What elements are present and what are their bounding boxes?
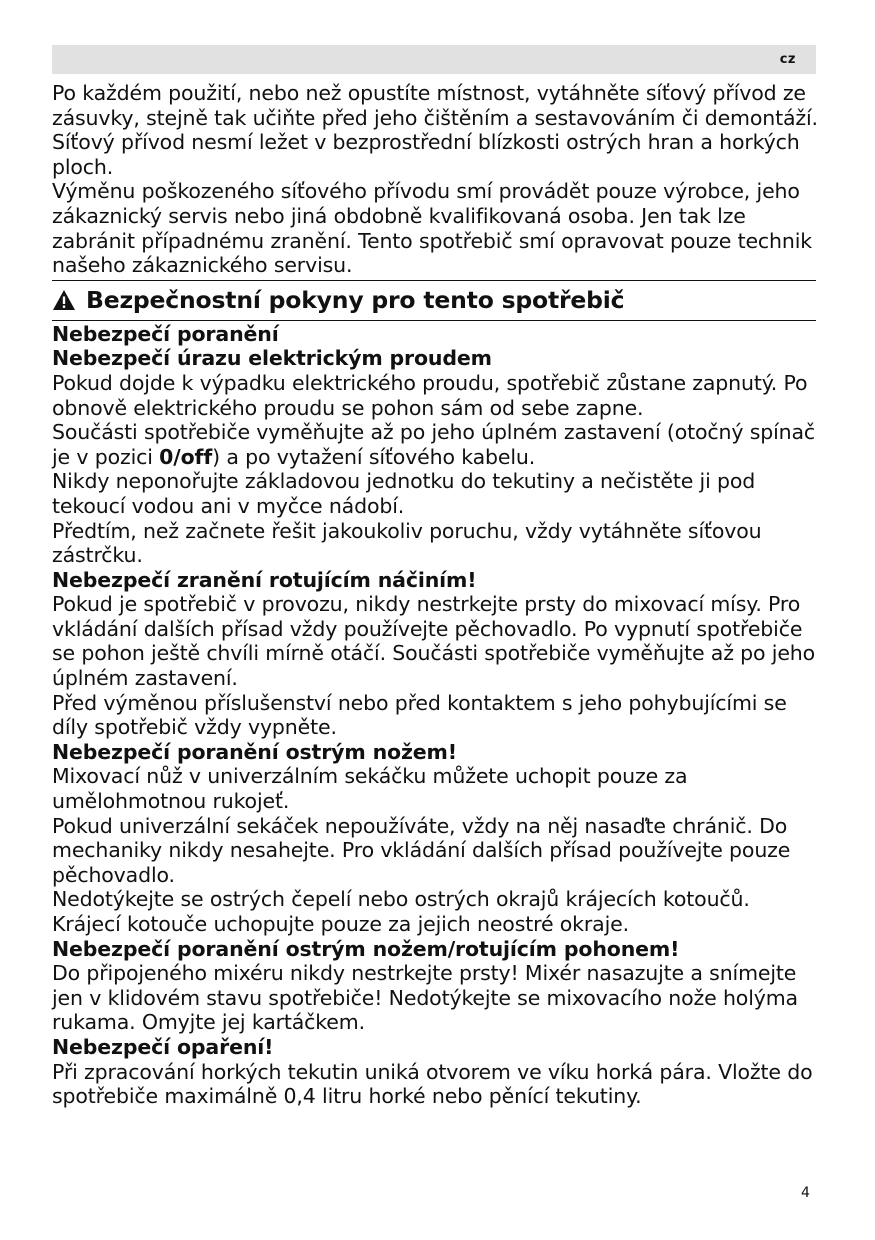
page-number: 4 [801, 1185, 810, 1201]
intro-block [52, 81, 827, 280]
electric-shock-heading: Nebezpečí úrazu elektrickým proudem [52, 346, 492, 371]
rotating-paragraph-fingers: Pokud je spotřebič v provozu, nikdy nestrkejte prsty do mixovací mísy. Pro vkládání dalších přísad vždy používejte pěchovadlo. Po vypnutí spotřebiče se pohon ještě chvíli mírně otáčí. Součásti spotřebiče vyměňujte až po jeho úplném zastavení. [52, 592, 816, 691]
knife-drive-heading: Nebezpečí poranění ostrým nožem/rotujícím pohonem! [52, 936, 680, 961]
knife-paragraph-discs: Krájecí kotouče uchopujte pouze za jejich neostré okraje. [52, 912, 629, 936]
rotating-tools-heading: Nebezpečí zranění rotujícím náčiním! [52, 567, 477, 592]
sharp-knife-heading: Nebezpečí poranění ostrým nožem! [52, 739, 457, 764]
electric-paragraph-power-failure: Pokud dojde k výpadku elektrického proudu, spotřebič zůstane zapnutý. Po obnově elektrického proudu se pohon sám od sebe zapne. [52, 370, 808, 420]
electric-p2-after: ) a po vytažení síťového kabelu. [212, 444, 536, 469]
electric-p2-before: Součásti spotřebiče vyměňujte až po jeho úplném zastavení (otočný spínač je v pozici [52, 420, 816, 469]
switch-position-label: 0/off [159, 444, 213, 469]
intro-paragraph-unplug: Po každém použití, nebo než opustíte místnost, vytáhněte síťový přívod ze zásuvky, stejně tak učiňte před jeho čištěním a sestavováním či demontáží. [52, 81, 818, 130]
language-code: cz [779, 52, 796, 67]
injury-heading: Nebezpečí poranění [52, 321, 279, 346]
language-header-bar [52, 45, 816, 74]
knife-paragraph-guard: Pokud univerzální sekáček nepoužíváte, vždy na něj nasaďte chránič. Do mechaniky nikdy nesahejte. Pro vkládání dalších přísad používejte pouze pěchovadlo. [52, 813, 791, 887]
electric-paragraph-replace-parts [52, 420, 827, 469]
page-content [52, 81, 827, 1109]
knife-drive-paragraph: Do připojeného mixéru nikdy nestrkejte prsty! Mixér nasazujte a snímejte jen v klidovém stavu spotřebiče! Nedotýkejte se mixovacího nože holýma rukama. Omyjte jej kartáčkem. [52, 961, 798, 1035]
knife-paragraph-blades: Nedotýkejte se ostrých čepelí nebo ostrých okrajů krájecích kotoučů. [52, 887, 750, 912]
electric-paragraph-unplug-fault: Předtím, než začnete řešit jakoukoliv poruchu, vždy vytáhněte síťovou zástrčku. [52, 518, 762, 568]
scald-heading: Nebezpečí opaření! [52, 1034, 274, 1059]
electric-paragraph-no-immersion: Nikdy neponořujte základovou jednotku do tekutiny a nečistěte ji pod tekoucí vodou ani v myčce nádobí. [52, 469, 756, 518]
scald-paragraph: Při zpracování horkých tekutin uniká otvorem ve víku horká pára. Vložte do spotřebiče maximálně 0,4 litru horké nebo pěnící tekutiny. [52, 1059, 813, 1109]
intro-paragraph-cord-replacement: Výměnu poškozeného síťového přívodu smí provádět pouze výrobce, jeho zákaznický servis nebo jiná obdobně kvalifikovaná osoba. Jen tak lze zabránit případnému zranění. Tento spotřebič smí opravovat pouze technik našeho zákaznického servisu. [52, 179, 812, 278]
safety-instructions [52, 321, 827, 1109]
section-heading [52, 281, 827, 320]
rotating-paragraph-switch-off: Před výměnou příslušenství nebo před kontaktem s jeho pohybujícími se díly spotřebič vždy vypněte. [52, 690, 787, 740]
section-title: Bezpečnostní pokyny pro tento spotřebič [86, 285, 625, 314]
knife-paragraph-handle: Mixovací nůž v univerzálním sekáčku můžete uchopit pouze za umělohmotnou rukojeť. [52, 764, 688, 814]
intro-paragraph-cord-placement: Síťový přívod nesmí ležet v bezprostřední blízkosti ostrých hran a horkých ploch. [52, 130, 800, 179]
warning-triangle-icon [52, 289, 76, 311]
